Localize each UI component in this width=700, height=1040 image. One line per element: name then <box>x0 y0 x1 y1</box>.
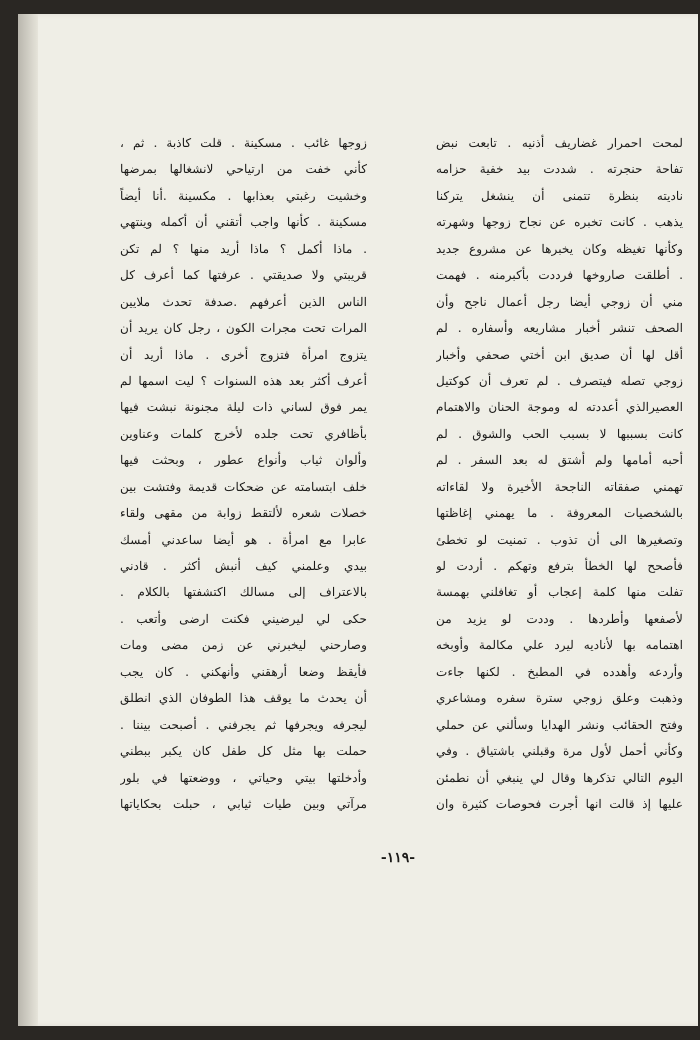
text-line: حملت بها مثل كل طفل كان يكبر ببطني <box>120 744 367 759</box>
text-line: ناديته بنظرة تتمنى أن ينشغل يتركنا <box>436 188 683 203</box>
text-line: لمحت احمرار غضاريف أذنيه . تابعت نبض <box>436 136 683 150</box>
text-line: حكى لي ليرضيني فكنت ارضى وأتعب . <box>120 611 367 626</box>
text-line: زوجي تصله فيتصرف . لم تعرف أن كوكتيل <box>436 373 683 388</box>
text-line: بأظافري تحت جلده لأخرج كلمات وعناوين <box>120 426 367 441</box>
text-line: أعرف أكثر بعد هذه السنوات ؟ ليت اسمها لم <box>120 373 367 388</box>
text-line: يتزوج امرأة فتزوج أخرى . ماذا أريد أن <box>120 347 367 362</box>
text-line: بيدي وعلمني كيف أنبش أكثر . قادني <box>120 559 367 573</box>
text-line: وتصغيرها الى أن تذوب . تمنيت لو تخطئ <box>436 532 683 547</box>
book-page <box>18 14 698 1026</box>
text-line: خصلات شعره لألتقط زوابة من مقهى ولقاء <box>120 506 367 521</box>
text-line: . أطلقت صاروخها فرددت بأكبرمنه . فهمت <box>436 268 683 283</box>
text-line: أقل لها أن صديق ابن أختي صحفي وأخبار <box>436 347 683 362</box>
text-line: زوجها غائب . مسكينة . قلت كاذبة . ثم ، <box>120 136 367 150</box>
text-line: تفلت منها كلمة إعجاب أو تغافلني بهمسة <box>436 585 683 600</box>
text-line: وفتح الحقائب ونشر الهدايا وسألني عن حملي <box>436 717 683 732</box>
text-line: . ماذا أكمل ؟ ماذا أريد منها ؟ لم تكن <box>120 241 367 256</box>
text-line: وكأنها تغيظه وكان يخبرها عن مشروع جديد <box>436 241 683 256</box>
text-line: اهتمامه بها لأناديه ليرد علي مكالمة وأوبخه <box>436 638 683 653</box>
text-line: الناس الذين أعرفهم .صدفة تحدث ملايين <box>120 294 367 309</box>
text-line: تهمني صفقاته الناجحة الأخيرة ولا لقاءاته <box>436 479 683 494</box>
page-gutter <box>18 14 38 1026</box>
text-line: مسكينة . كأنها واجب أتقني أن أكمله وينتهي <box>120 215 367 230</box>
text-line: عليها إذ قالت انها أجرت فحوصات كثيرة وان <box>436 796 683 811</box>
text-line: تفاحة حنجرته . شددت بيد خفية حزامه <box>436 162 683 177</box>
text-line: فأصحح لها الخطأ بترفع وتهكم . أردت لو <box>436 559 683 573</box>
text-line: الصحف تنشر أخبار مشاريعه وأسفاره . لم <box>436 321 683 336</box>
text-line: وصارحني ليخبرني عن زمن مضى ومات <box>120 638 367 653</box>
page-number: -١١٩- <box>380 850 416 866</box>
text-line: مني أن زوجي أيضا رجل أعمال ناجح وأن <box>436 294 683 309</box>
text-line: لأصفعها وأطردها . وددت لو يزيد من <box>436 611 683 626</box>
text-line: عابرا مع امرأة . هو أيضا ساعدني أمسك <box>120 532 367 547</box>
text-line: وكأني أحمل لأول مرة وقبلني باشتياق . وفي <box>436 744 683 759</box>
left-text-column <box>120 130 367 817</box>
text-line: وألوان ثياب وأنواع عطور ، وبحثت فيها <box>120 453 367 468</box>
text-line: فأيقظ وضعا أرهقني وأنهكني . كان يجب <box>120 664 367 679</box>
text-line: قريبتي ولا صديقتي . عرفتها كما أعرف كل <box>120 268 367 283</box>
text-line: كانت بسببها لا بسبب الحب والشوق . لم <box>436 426 683 441</box>
text-line: العصيرالذي أعددته له وموجة الحنان والاهتمام <box>436 400 683 415</box>
text-line: كأني خفت من ارتياحي لانشغالها بمرضها <box>120 162 367 177</box>
text-line: وأردعه وأهدده في المطبخ . لكنها جاءت <box>436 664 683 679</box>
text-line: مرآتي وبين طيات ثيابي ، حبلت بحكاياتها <box>120 796 367 811</box>
text-line: يذهب . كانت تخبره عن نجاح زوجها وشهرته <box>436 215 683 230</box>
text-line: ليجرفه ويجرفها ثم يجرفني . أصبحت بيننا . <box>120 717 367 732</box>
text-line: بالشخصيات المعروفة . ما يهمني إغاظتها <box>436 506 683 521</box>
right-text-column <box>436 130 683 817</box>
text-line: بالاعتراف إلى مسالك اكتشفتها بالكلام . <box>120 585 367 600</box>
text-line: اليوم التالي تذكرها وقال لي ينبغي أن نطمئن <box>436 770 683 785</box>
text-line: أن يحدث ما يوقف هذا الطوفان الذي انطلق <box>120 691 367 706</box>
text-line: وأدخلتها بيتي وحياتي ، ووضعتها في بلور <box>120 770 367 785</box>
text-line: أحبه أمامها ولم أشتق له بعد السفر . لم <box>436 453 683 468</box>
text-line: وذهبت وعلق زوجي سترة سفره ومشاعري <box>436 691 683 706</box>
text-line: وخشيت رغبتي بعذابها . مكسينة .أنا أيضاً <box>120 188 367 203</box>
text-line: المرات تحت مجرات الكون ، رجل كان يريد أن <box>120 321 367 336</box>
text-line: يمر فوق لساني ذات ليلة مجنونة نبشت فيها <box>120 400 367 415</box>
text-line: خلف ابتسامته عن ضحكات قديمة وفتشت بين <box>120 479 367 494</box>
